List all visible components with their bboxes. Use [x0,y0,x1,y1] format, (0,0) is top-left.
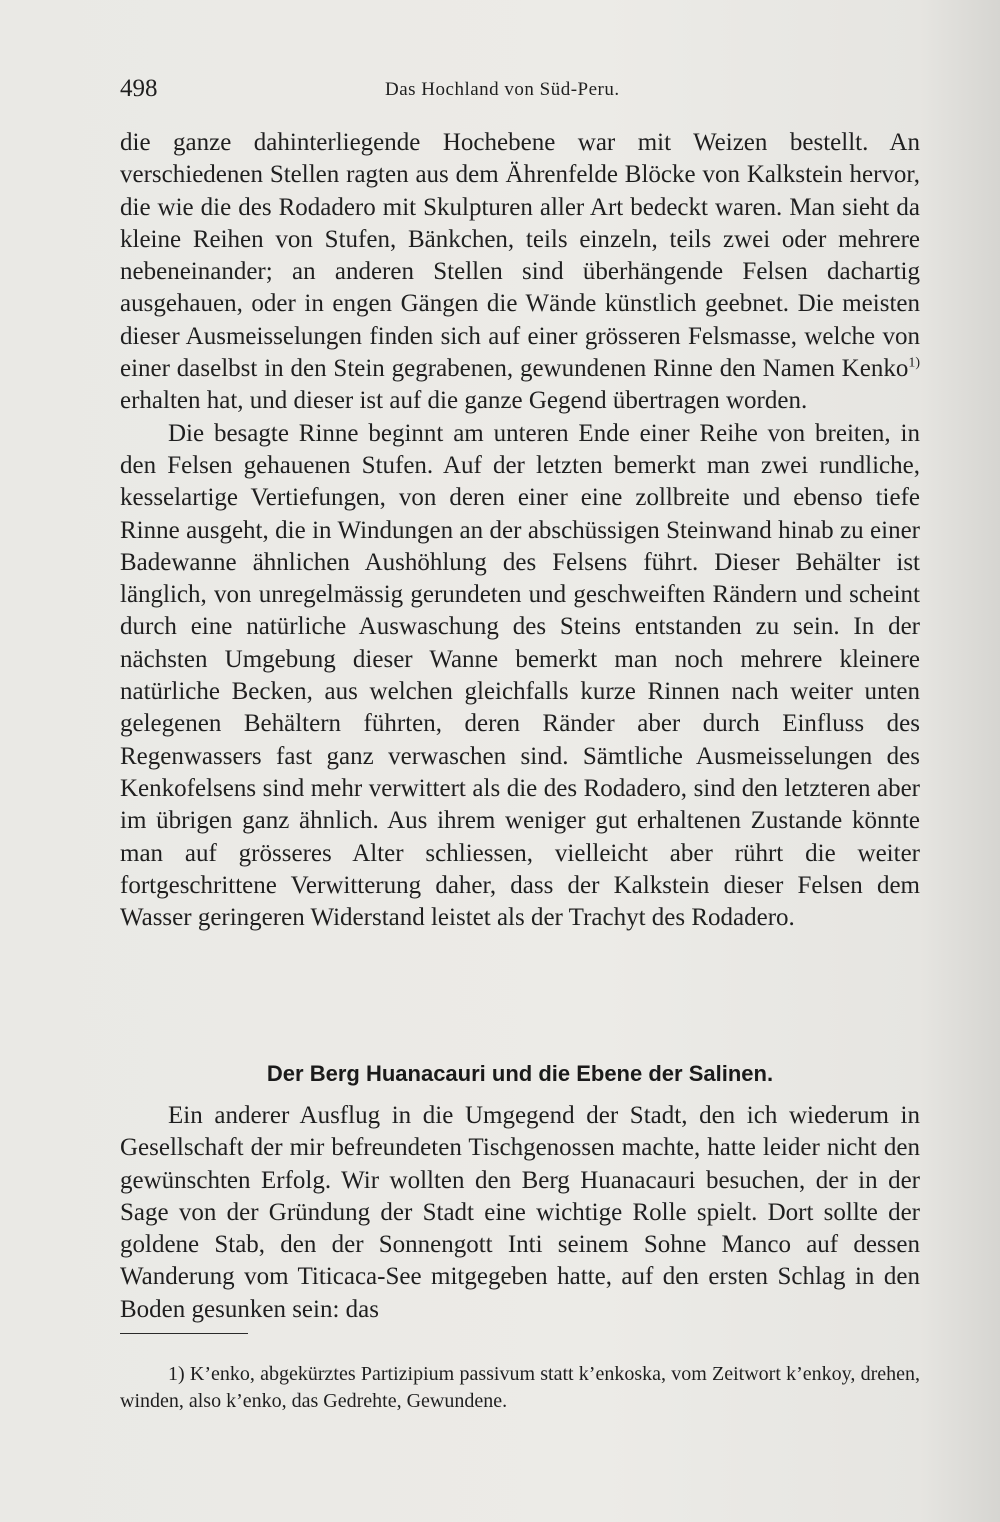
page-header [120,74,920,104]
running-title: Das Hochland von Süd-Peru. [385,79,620,100]
paragraph-3: Ein anderer Ausflug in die Umgegend der Stadt, den ich wiederum in Gesellschaft der mir befreundeten Tischgenossen machte, hatte leider nicht den gewünschten Erfolg. Wir wollten den Berg Huanacauri besuchen, der in der Sage von der Gründung der Stadt eine wichtige Rolle spielt. Dort sollte der goldene Stab, den der Sonnengott Inti seinem Sohne Manco auf dessen Wanderung vom Titicaca-See mitgegeben hatte, auf den ersten Schlag in den Boden gesunken sein: das [120,1102,920,1323]
body-text-lower [120,1100,920,1326]
footnote-marker: 1) [168,1363,185,1385]
footnote [120,1361,920,1415]
page-number: 498 [120,75,158,102]
paragraph-2: Die besagte Rinne beginnt am unteren Ende einer Reihe von breiten, in den Felsen gehauenen Stufen. Auf der letzten bemerkt man zwei rundliche, kesselartige Vertiefungen, von deren einer eine zollbreite und ebenso tiefe Rinne ausgeht, die in Windungen an der abschüssigen Steinwand hinab zu einer Badewanne ähnlichen Aushöhlung des Felsens führt. Dieser Behälter ist länglich, von unregelmässig gerundeten und geschweiften Rändern und scheint durch eine natürliche Auswaschung des Steins entstanden zu sein. In der nächsten Umgebung dieser Wanne bemerkt man noch mehrere kleinere natürliche Becken, aus welchen gleichfalls kurze Rinnen nach weiter unten gelegenen Behältern führten, deren Ränder aber durch Einfluss des Regenwassers fast ganz verwaschen sind. Sämtliche Ausmeisselungen des Kenkofelsens sind mehr verwittert als die des Rodadero, sind den letzteren aber im übrigen ganz ähnlich. Aus ihrem weniger gut erhaltenen Zustande könnte man auf grösseres Alter schliessen, vielleicht aber rührt die weiter fortgeschrittene Verwitterung daher, dass der Kalkstein dieser Felsen dem Wasser geringeren Widerstand leistet als der Trachyt des Rodadero. [120,419,920,932]
paragraph-1-tail: erhalten hat, und dieser ist auf die ganze Gegend übertragen worden. [120,387,808,415]
section-heading: Der Berg Huanacauri und die Ebene der Salinen. [266,1061,774,1086]
paragraph-1 [120,127,920,418]
footnote-text: K’enko, abgekürztes Partizipium passivum statt k’enkoska, vom Zeitwort k’enkoy, drehen, winden, also k’enko, das Gedrehte, Gewundene. [120,1363,921,1412]
footnote-reference[interactable]: 1) [908,355,920,371]
body-text-upper [120,127,920,934]
paragraph-1-text: die ganze dahinterliegende Hochebene war mit Weizen bestellt. An verschiedenen Stellen ragten aus dem Ährenfelde Blöcke von Kalkstein hervor, die wie die des Rodadero mit Skulpturen aller Art bedeckt waren. Man sieht da kleine Reihen von Stufen, Bänkchen, teils einzeln, teils zwei oder mehrere nebeneinander; an anderen Stellen sind überhängende Felsen dachartig ausgehauen, oder in engen Gängen die Wände künstlich geebnet. Die meisten dieser Ausmeisselungen finden sich auf einer grösseren Felsmasse, welche von einer daselbst in den Stein gegrabenen, gewundenen Rinne den Namen Kenko [120,129,920,383]
footnote-divider [120,1333,248,1334]
